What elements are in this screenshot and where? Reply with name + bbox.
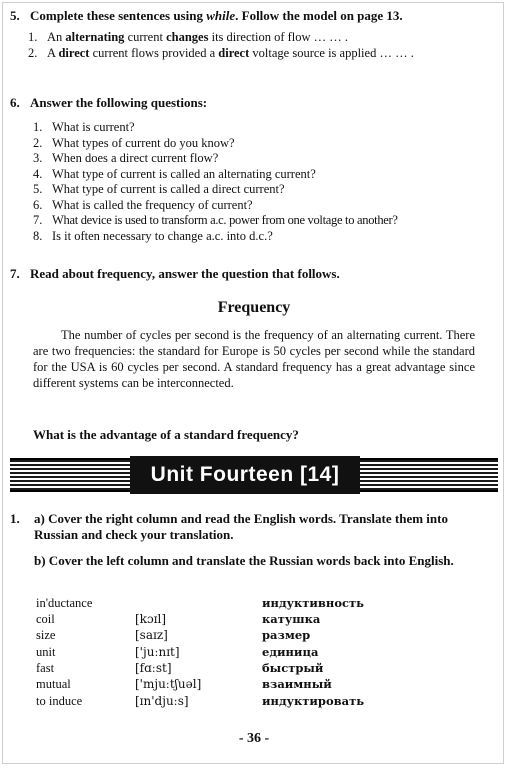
vocab-transcription: ['mjuːtʃuəl] — [135, 677, 202, 691]
instruction-text: a) Cover the right column and read the English words. Translate them into Russian and check your translation. — [34, 511, 448, 542]
vocab-translation: взаимный — [262, 677, 332, 691]
page-number: - 36 - — [238, 731, 270, 746]
item-text: A direct current flows provided a direct voltage source is applied … … . — [47, 46, 414, 60]
exercise-number: 1. — [10, 511, 20, 526]
exercise-1-part-b: b) Cover the left column and translate the Russian words back into English. — [34, 553, 454, 568]
vocab-translation: катушка — [262, 612, 321, 626]
vocab-word: unit — [36, 645, 56, 659]
heading-text: Read about frequency, answer the question that follows. — [30, 266, 340, 281]
list-item: 2. What types of current do you know? — [33, 135, 235, 150]
heading-text: Answer the following questions: — [30, 95, 208, 110]
exercise-5-heading — [10, 8, 500, 24]
list-item: 3. When does a direct current flow? — [33, 151, 219, 165]
list-item: 5. What type of current is called a direct current? — [33, 182, 285, 196]
vocab-translation: индуктировать — [262, 694, 365, 708]
list-item — [28, 45, 476, 61]
vocab-translation: быстрый — [262, 661, 324, 675]
list-item: 7. What device is used to transform a.c. power from one voltage to another? — [33, 213, 398, 227]
exercise-number: 5. — [10, 8, 20, 23]
vocab-word: to induce — [36, 694, 83, 708]
exercise-number: 6. — [10, 95, 20, 110]
vocab-translation: единица — [262, 645, 319, 659]
exercise-7-heading — [10, 266, 500, 282]
vocab-transcription: [kɔɪl] — [135, 612, 167, 626]
vocab-translation: индуктивность — [262, 596, 364, 610]
heading-keyword: while — [206, 8, 236, 23]
vocab-word: in'ductance — [36, 596, 93, 610]
unit-title: Unit Fourteen [14] — [130, 456, 360, 494]
vocab-word: coil — [36, 612, 55, 626]
exercise-6-list — [33, 120, 483, 244]
vocab-transcription: [saɪz] — [135, 628, 168, 642]
reading-title: Frequency — [217, 299, 291, 316]
item-text: An alternating current changes its direction of flow … … . — [47, 30, 349, 44]
list-item — [28, 29, 476, 45]
list-item: 6. What is called the frequency of current? — [33, 197, 253, 212]
list-item: 8. Is it often necessary to change a.c. into d.c.? — [33, 228, 273, 243]
vocab-word: fast — [36, 661, 55, 675]
exercise-5-list — [28, 29, 476, 61]
list-item: 1. What is current? — [33, 120, 135, 134]
reading-question: What is the advantage of a standard frequency? — [33, 427, 299, 442]
heading-text: Complete these sentences using — [30, 8, 207, 23]
exercise-1-part-a — [10, 511, 480, 543]
item-number: 1. — [28, 30, 38, 44]
list-item: 4. What type of current is called an alternating current? — [33, 166, 316, 181]
heading-text: . Follow the model on page 13. — [235, 8, 403, 23]
vocab-word: size — [36, 628, 56, 642]
vocab-transcription: [ɪn'djuːs] — [135, 694, 189, 708]
vocab-word: mutual — [36, 677, 71, 691]
item-number: 2. — [28, 46, 38, 60]
vocab-translation: размер — [262, 628, 311, 642]
exercise-number: 7. — [10, 266, 20, 281]
exercise-6-heading — [10, 95, 500, 111]
vocab-transcription: [fɑːst] — [135, 661, 172, 675]
reading-paragraph: The number of cycles per second is the frequency of an alternating current. There are two frequencies: the standard for Europe is 50 cycles per second while the standard for the USA is 60 cycles per second. A standard frequency has a great advantage since different systems can be interconnected. — [33, 328, 475, 390]
vocab-transcription: ['juːnɪt] — [135, 645, 180, 659]
